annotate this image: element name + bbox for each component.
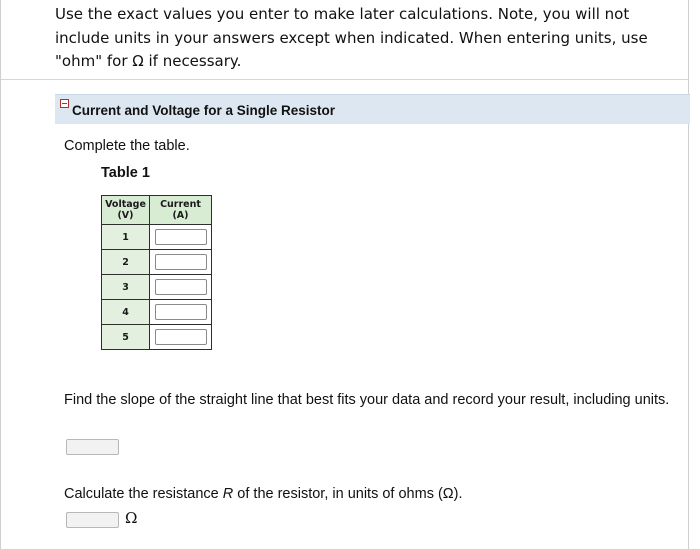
collapse-icon[interactable] (60, 99, 69, 108)
current-header-label: Current (160, 199, 201, 210)
voltage-cell: 1 (102, 225, 150, 250)
table-header-row (102, 196, 212, 225)
current-cell (150, 250, 212, 275)
resistance-prompt-start: Calculate the resistance (64, 486, 223, 502)
section-header[interactable] (55, 94, 690, 124)
resistance-prompt-end: of the resistor, in units of ohms (Ω). (233, 486, 463, 502)
voltage-cell: 4 (102, 300, 150, 325)
section-title: Current and Voltage for a Single Resistor (72, 103, 336, 118)
voltage-cell: 5 (102, 325, 150, 350)
table-row (102, 250, 212, 275)
current-cell (150, 225, 212, 250)
resistance-prompt (64, 486, 463, 502)
voltage-header-label: Voltage (105, 199, 146, 210)
current-input[interactable] (155, 279, 207, 295)
current-cell (150, 325, 212, 350)
table-caption: Table 1 (101, 165, 150, 181)
current-input[interactable] (155, 229, 207, 245)
current-column-header (150, 196, 212, 225)
data-table (101, 195, 212, 350)
current-header-unit: (A) (172, 210, 189, 221)
table-row (102, 300, 212, 325)
resistance-input[interactable] (66, 512, 119, 528)
slope-input[interactable] (66, 439, 119, 455)
table-row (102, 225, 212, 250)
table-row (102, 275, 212, 300)
divider (1, 79, 688, 80)
slope-prompt: Find the slope of the straight line that best fits your data and record your result, including units. (64, 392, 670, 408)
current-input[interactable] (155, 329, 207, 345)
table-prompt: Complete the table. (64, 138, 190, 154)
voltage-column-header (102, 196, 150, 225)
current-cell (150, 300, 212, 325)
current-cell (150, 275, 212, 300)
resistance-symbol: R (222, 486, 234, 502)
voltage-header-unit: (V) (117, 210, 134, 221)
voltage-cell: 2 (102, 250, 150, 275)
table-row (102, 325, 212, 350)
current-input[interactable] (155, 254, 207, 270)
instructions-text: Use the exact values you enter to make later calculations. Note, you will not include units in your answers except when indicated. When entering units, use "ohm" for Ω if necessary. (55, 5, 648, 70)
current-input[interactable] (155, 304, 207, 320)
ohm-unit-label: Ω (125, 509, 138, 527)
voltage-cell: 3 (102, 275, 150, 300)
